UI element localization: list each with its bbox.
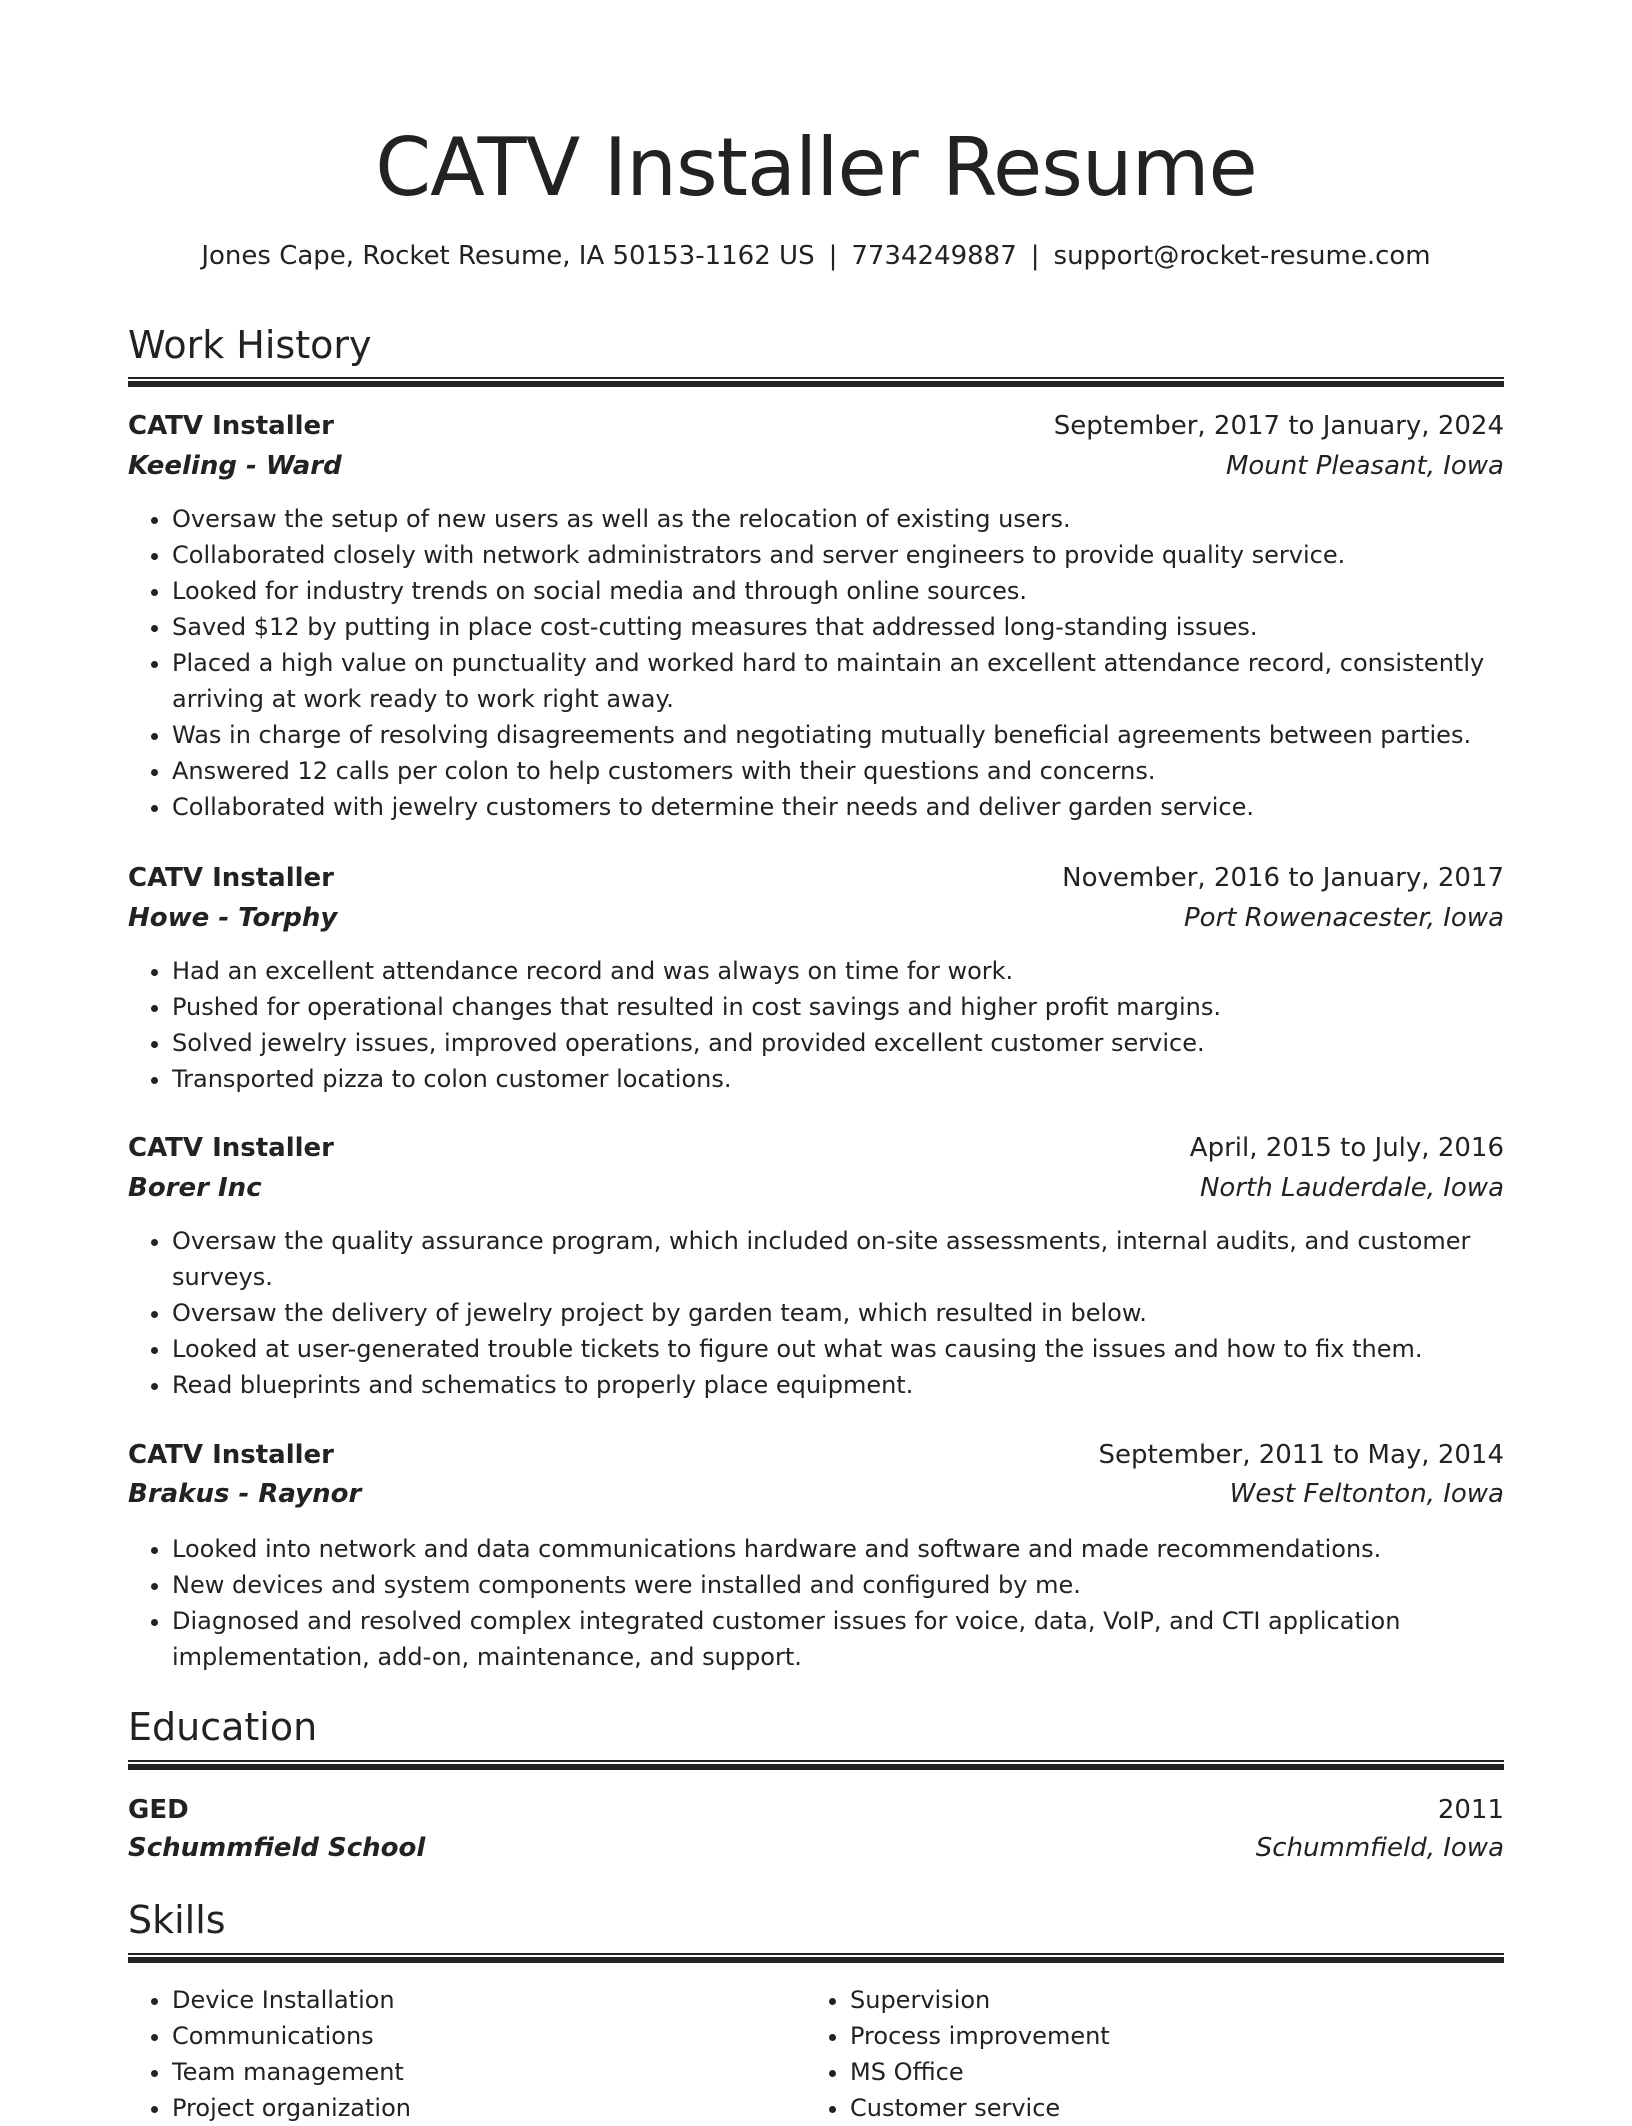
job-location: West Feltonton, Iowa [1229,1479,1504,1509]
education-year: 2011 [1437,1795,1504,1825]
job-bullet-list [128,1531,1504,1675]
contact-phone: 7734249887 [851,241,1017,271]
job-dates: September, 2011 to May, 2014 [1098,1440,1504,1470]
list-item: • Had an excellent attendance record and was always on time for work. [172,953,1504,989]
job-company: Brakus - Raynor [128,1479,362,1509]
list-item: • Placed a high value on punctuality and worked hard to maintain an excellent attendance record, consistently arriving at work ready to work right away. [172,645,1504,717]
job-company-row [128,1476,1504,1512]
skill-item: • Customer service [850,2090,1486,2126]
job-company-row [128,448,1504,484]
job-title-row [128,1130,1504,1166]
list-item: • Oversaw the delivery of jewelry project by garden team, which resulted in below. [172,1295,1504,1331]
job-title-row [128,860,1504,896]
job-role: CATV Installer [128,1440,335,1470]
list-item: • Diagnosed and resolved complex integrated customer issues for voice, data, VoIP, and CTI application implementation, add-on, maintenance, and support. [172,1603,1504,1675]
contact-separator: | [1030,241,1040,271]
job-company: Howe - Torphy [128,903,338,933]
list-item: • Answered 12 calls per colon to help customers with their questions and concerns. [172,753,1504,789]
resume-title: CATV Installer Resume [375,121,1257,214]
contact-separator: | [828,241,838,271]
list-item: • Looked at user-generated trouble tickets to figure out what was causing the issues and how to fix them. [172,1331,1504,1367]
job-location: Port Rowenacester, Iowa [1183,903,1504,933]
job-role: CATV Installer [128,411,335,441]
education-degree: GED [128,1795,189,1825]
job-bullet-list [128,1223,1504,1403]
section-title-education: Education [128,1705,318,1749]
contact-email: support@rocket-resume.com [1053,241,1431,271]
list-item: • Transported pizza to colon customer locations. [172,1061,1504,1097]
contact-line [128,238,1504,274]
skill-item: • Team management [172,2054,808,2090]
job-location: North Lauderdale, Iowa [1199,1173,1504,1203]
section-title-skills: Skills [128,1898,226,1942]
skills-list-right [806,1982,1486,2126]
skill-item: • Project organization [172,2090,808,2126]
section-rule [128,1953,1504,1963]
list-item: • Collaborated with jewelry customers to determine their needs and deliver garden service. [172,789,1504,825]
skill-item: • Device Installation [172,1982,808,2018]
job-bullet-list [128,501,1504,825]
job-company-row [128,900,1504,936]
job-location: Mount Pleasant, Iowa [1225,451,1504,481]
list-item: • New devices and system components were installed and configured by me. [172,1567,1504,1603]
skill-item: • Supervision [850,1982,1486,2018]
list-item: • Collaborated closely with network administrators and server engineers to provide quality service. [172,537,1504,573]
list-item: • Looked into network and data communications hardware and software and made recommendations. [172,1531,1504,1567]
job-role: CATV Installer [128,1133,335,1163]
job-bullet-list [128,953,1504,1097]
list-item: • Oversaw the setup of new users as well as the relocation of existing users. [172,501,1504,537]
job-role: CATV Installer [128,863,335,893]
list-item: • Saved $12 by putting in place cost-cutting measures that addressed long-standing issues. [172,609,1504,645]
list-item: • Pushed for operational changes that resulted in cost savings and higher profit margins. [172,989,1504,1025]
education-school-row [128,1830,1504,1866]
section-rule [128,1760,1504,1770]
list-item: • Solved jewelry issues, improved operations, and provided excellent customer service. [172,1025,1504,1061]
job-company: Borer Inc [128,1173,262,1203]
list-item: • Read blueprints and schematics to properly place equipment. [172,1367,1504,1403]
skills-list-left [128,1982,808,2126]
list-item: • Was in charge of resolving disagreements and negotiating mutually beneficial agreements between parties. [172,717,1504,753]
job-company-row [128,1170,1504,1206]
job-dates: September, 2017 to January, 2024 [1053,411,1504,441]
skill-item: • Process improvement [850,2018,1486,2054]
job-company: Keeling - Ward [128,451,342,481]
job-title-row [128,1437,1504,1473]
list-item: • Looked for industry trends on social media and through online sources. [172,573,1504,609]
section-rule [128,377,1504,387]
job-dates: November, 2016 to January, 2017 [1062,863,1504,893]
list-item: • Oversaw the quality assurance program, which included on-site assessments, internal audits, and customer surveys. [172,1223,1504,1295]
education-location: Schummfield, Iowa [1255,1833,1504,1863]
education-school: Schummfield School [128,1833,426,1863]
job-dates: April, 2015 to July, 2016 [1189,1133,1504,1163]
education-degree-row [128,1792,1504,1828]
skill-item: • Communications [172,2018,808,2054]
contact-address: Jones Cape, Rocket Resume, IA 50153-1162 US [201,241,815,271]
section-title-work-history: Work History [128,323,372,367]
job-title-row [128,408,1504,444]
skill-item: • MS Office [850,2054,1486,2090]
